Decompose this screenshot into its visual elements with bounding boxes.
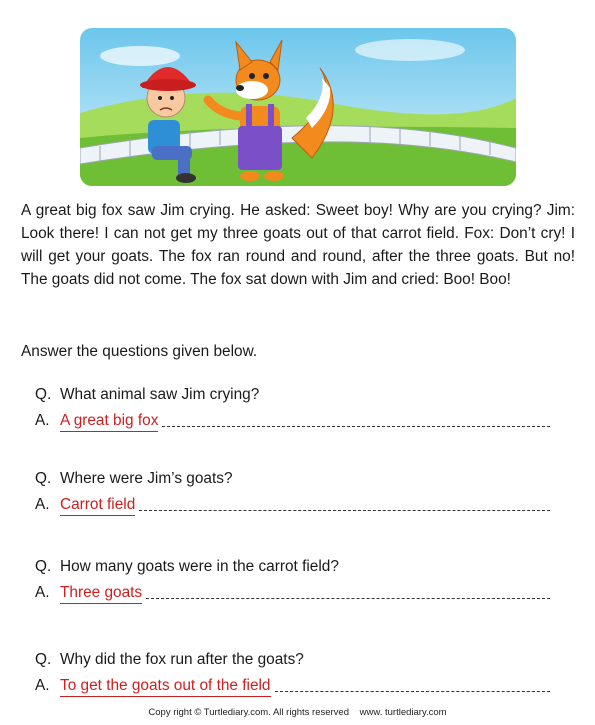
- question-text: What animal saw Jim crying?: [60, 386, 260, 403]
- question-block-1: [35, 386, 550, 432]
- answer-prefix: A.: [35, 496, 50, 513]
- question-prefix: Q.: [35, 558, 52, 575]
- copyright-text: Copy right © Turtlediary.com. All rights reserved: [148, 707, 349, 718]
- answer-text: A great big fox: [60, 412, 158, 432]
- answer-text: Carrot field: [60, 496, 135, 516]
- answer-line: [162, 426, 550, 427]
- story-passage: A great big fox saw Jim crying. He asked: Sweet boy! Why are you crying? Jim: Look there! I can not get my three goats out of that carrot field. Fox: Don’t cry! I will get your goats. The fox ran round and round, after the three goats. But no! The goats did not come. The fox sat down with Jim and cried: Boo! Boo!: [21, 202, 575, 288]
- answer-text: To get the goats out of the field: [60, 677, 271, 697]
- question-prefix: Q.: [35, 386, 52, 403]
- instructions: Answer the questions given below.: [21, 343, 258, 360]
- answer-line: [146, 598, 550, 599]
- answer-line: [275, 691, 551, 692]
- answer-prefix: A.: [35, 412, 50, 429]
- question-block-4: [35, 651, 550, 697]
- question-text: Why did the fox run after the goats?: [60, 651, 304, 668]
- website-link[interactable]: www. turtlediary.com: [359, 707, 447, 718]
- question-block-3: [35, 558, 550, 604]
- question-text: Where were Jim’s goats?: [60, 470, 233, 487]
- fox-and-boy-illustration: [80, 28, 516, 186]
- question-block-2: [35, 470, 550, 516]
- answer-line: [139, 510, 550, 511]
- footer: [0, 707, 595, 718]
- question-prefix: Q.: [35, 470, 52, 487]
- answer-prefix: A.: [35, 677, 50, 694]
- question-text: How many goats were in the carrot field?: [60, 558, 339, 575]
- question-prefix: Q.: [35, 651, 52, 668]
- answer-text: Three goats: [60, 584, 142, 604]
- story-illustration: [80, 28, 516, 186]
- answer-prefix: A.: [35, 584, 50, 601]
